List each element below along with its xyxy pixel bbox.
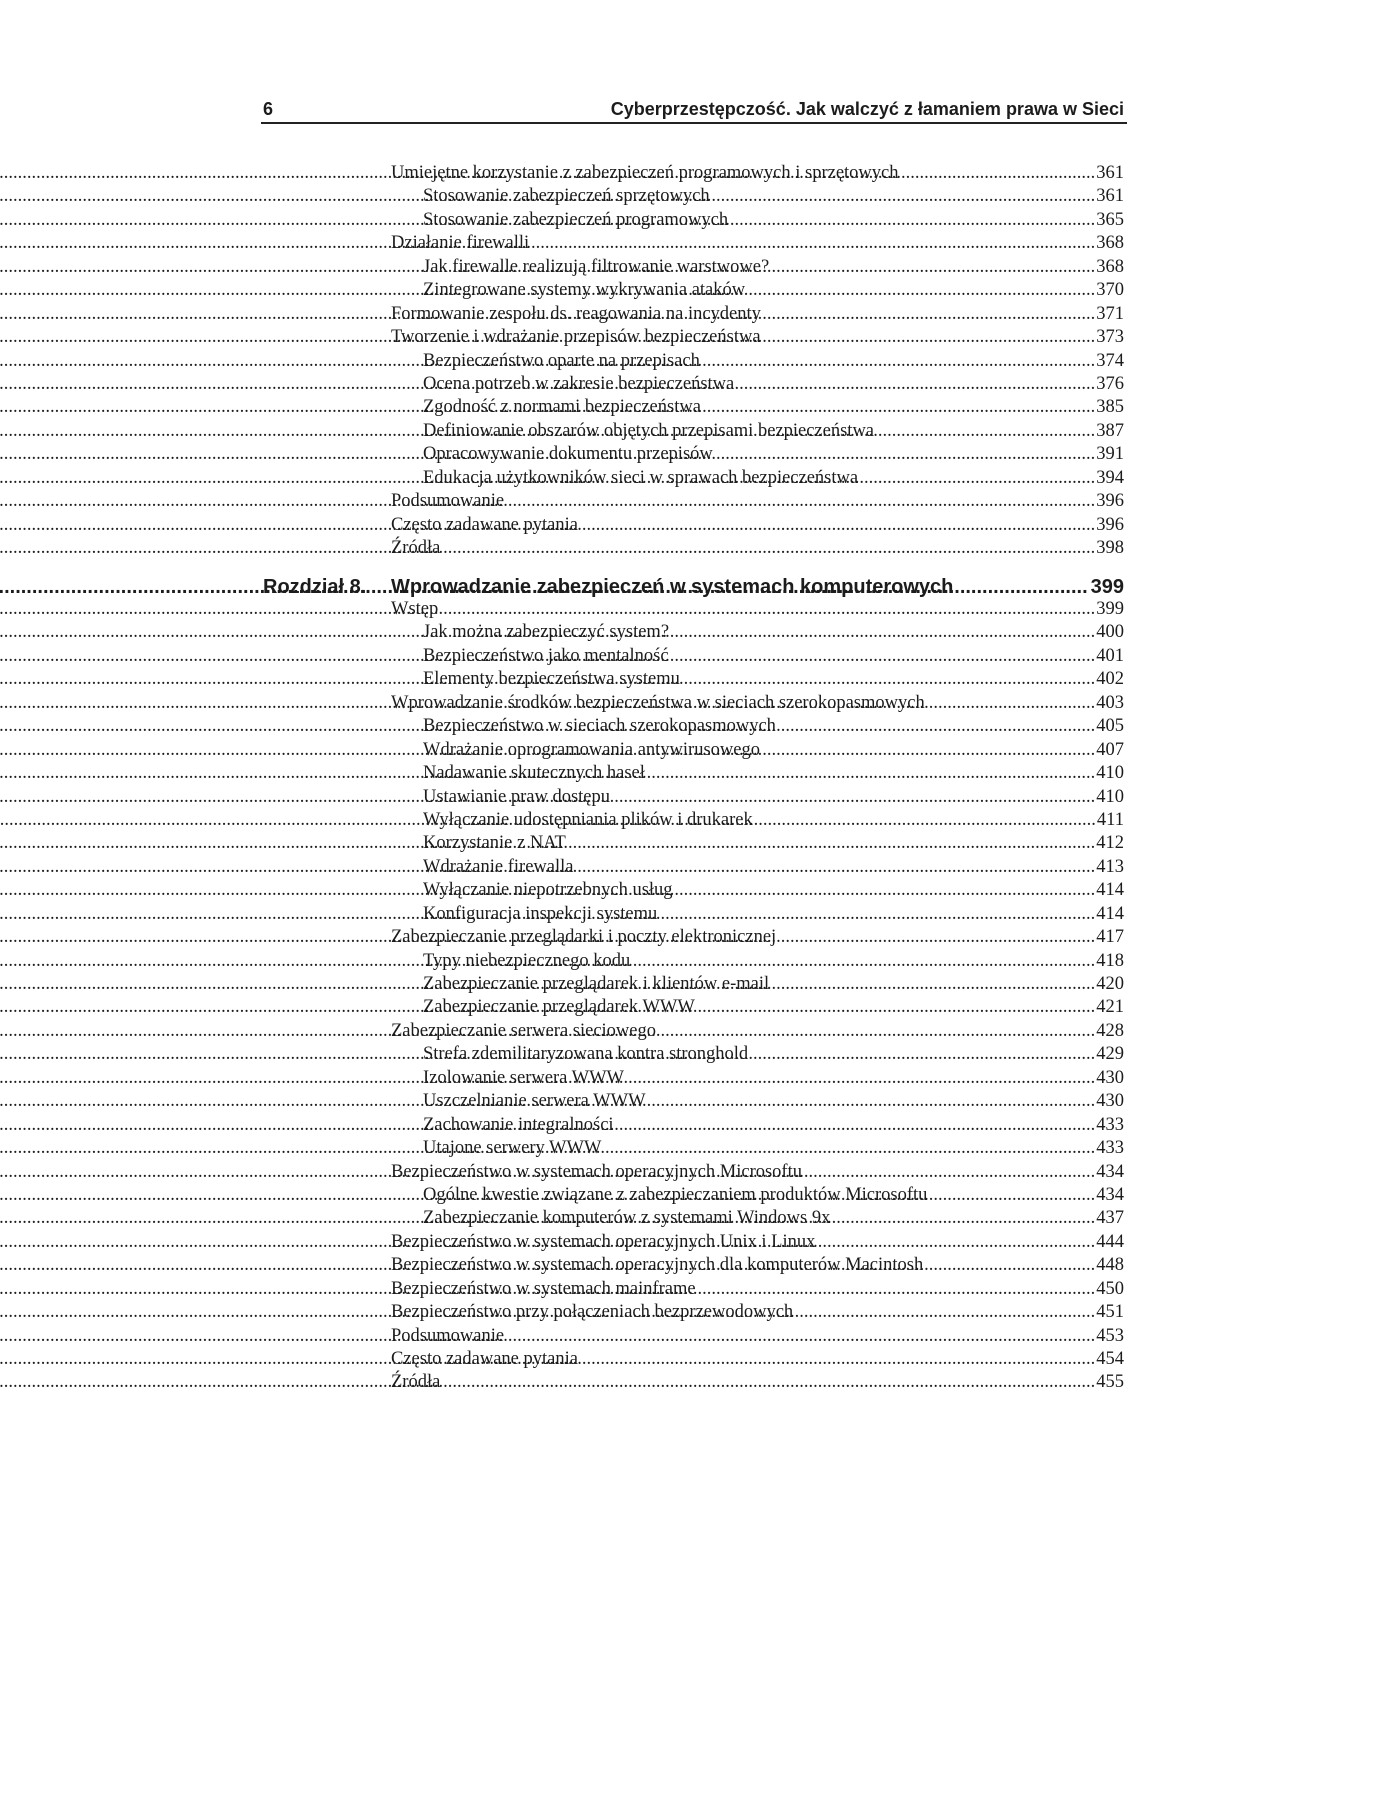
entry-page-number: 396 bbox=[1096, 491, 1124, 512]
dot-leader bbox=[530, 232, 1095, 255]
entry-title: Typy niebezpiecznego kodu bbox=[423, 950, 631, 971]
dot-leader bbox=[711, 185, 1096, 208]
toc-subsection-entry bbox=[391, 256, 1124, 279]
toc-section-entry bbox=[391, 926, 1124, 949]
entry-page-number: 453 bbox=[1096, 1325, 1124, 1346]
entry-page-number: 437 bbox=[1096, 1208, 1124, 1229]
entry-title: Źródła bbox=[391, 538, 441, 558]
dot-leader bbox=[631, 950, 1095, 973]
dot-leader bbox=[900, 162, 1096, 185]
entry-title: Bezpieczeństwo w systemach operacyjnych Unix i Linux bbox=[391, 1231, 816, 1252]
entry-page-number: 394 bbox=[1096, 467, 1124, 488]
toc-subsection-entry bbox=[391, 950, 1124, 973]
toc-subsection-entry bbox=[391, 1184, 1124, 1207]
entry-page-number: 402 bbox=[1096, 669, 1124, 690]
toc-subsection-entry bbox=[391, 786, 1124, 809]
toc-subsection-entry bbox=[391, 185, 1124, 208]
toc-subsection-entry bbox=[391, 1207, 1124, 1230]
toc-subsection-entry bbox=[391, 443, 1124, 466]
entry-title: Bezpieczeństwo przy połączeniach bezprzewodowych bbox=[391, 1302, 794, 1323]
entry-page-number: 368 bbox=[1096, 256, 1124, 277]
entry-page-number: 418 bbox=[1096, 950, 1124, 971]
entry-title: Ocena potrzeb w zakresie bezpieczeństwa bbox=[423, 373, 735, 394]
entry-page-number: 417 bbox=[1096, 927, 1124, 948]
entry-page-number: 454 bbox=[1096, 1349, 1124, 1369]
toc-subsection-entry bbox=[391, 832, 1124, 855]
entry-title: Izolowanie serwera WWW bbox=[423, 1067, 624, 1088]
entry-title: Źródła bbox=[391, 1372, 441, 1393]
toc-subsection-entry bbox=[391, 879, 1124, 902]
entry-title: Strefa zdemilitaryzowana kontra stronghold bbox=[423, 1044, 749, 1065]
entry-page-number: 429 bbox=[1096, 1044, 1124, 1065]
chapter-heading bbox=[263, 574, 1124, 600]
toc-section-entry bbox=[391, 1020, 1124, 1043]
dot-leader bbox=[957, 574, 1087, 600]
toc-section-entry bbox=[391, 1301, 1124, 1324]
toc-section-entry bbox=[391, 162, 1124, 185]
dot-leader bbox=[754, 809, 1096, 832]
entry-page-number: 391 bbox=[1096, 444, 1124, 465]
entry-title: Stosowanie zabezpieczeń sprzętowych bbox=[423, 186, 710, 207]
dot-leader bbox=[696, 996, 1095, 1019]
entry-title: Wdrażanie oprogramowania antywirusowego bbox=[423, 739, 760, 760]
entry-title: Bezpieczeństwo w systemach mainframe bbox=[391, 1278, 696, 1299]
toc-subsection-entry bbox=[391, 715, 1124, 738]
entry-title: Wyłączanie niepotrzebnych usług bbox=[423, 880, 673, 901]
entry-title: Bezpieczeństwo w sieciach szerokopasmowych bbox=[423, 716, 776, 737]
toc-previous-chapter-entries bbox=[391, 162, 1124, 560]
entry-page-number: 387 bbox=[1096, 420, 1124, 441]
toc-subsection-entry bbox=[391, 762, 1124, 785]
entry-page-number: 434 bbox=[1096, 1184, 1124, 1205]
entry-page-number: 421 bbox=[1096, 997, 1124, 1018]
dot-leader bbox=[505, 490, 1095, 513]
entry-page-number: 374 bbox=[1096, 350, 1124, 371]
toc-subsection-entry bbox=[391, 856, 1124, 879]
entry-title: Podsumowanie bbox=[391, 491, 505, 512]
entry-page-number: 361 bbox=[1096, 163, 1124, 183]
dot-leader bbox=[647, 1090, 1096, 1113]
dot-leader bbox=[770, 973, 1095, 996]
dot-leader bbox=[697, 1278, 1096, 1301]
toc-section-entry bbox=[391, 232, 1124, 255]
entry-title: Działanie firewalli bbox=[391, 233, 530, 254]
entry-title: Wprowadzanie środków bezpieczeństwa w sieciach szerokopasmowych bbox=[391, 692, 925, 713]
dot-leader bbox=[928, 1184, 1095, 1207]
entry-page-number: 396 bbox=[1096, 514, 1124, 535]
entry-page-number: 430 bbox=[1096, 1091, 1124, 1112]
entry-page-number: 420 bbox=[1096, 974, 1124, 994]
dot-leader bbox=[441, 537, 1095, 560]
toc-subsection-entry bbox=[391, 621, 1124, 644]
entry-page-number: 403 bbox=[1096, 692, 1124, 713]
chapter-title: Wprowadzanie zabezpieczeń w systemach komputerowych bbox=[391, 576, 954, 598]
toc-section-entry bbox=[391, 1161, 1124, 1184]
chapter-page-number: 399 bbox=[1090, 576, 1124, 598]
entry-title: Bezpieczeństwo w systemach operacyjnych Microsoftu bbox=[391, 1161, 802, 1182]
toc-subsection-entry bbox=[391, 903, 1124, 926]
entry-title: Konfiguracja inspekcji systemu bbox=[423, 903, 658, 924]
entry-title: Zabezpieczanie przeglądarek i klientów e-mail bbox=[423, 974, 770, 994]
entry-title: Zabezpieczanie komputerów z systemami Windows 9x bbox=[423, 1208, 831, 1229]
dot-leader bbox=[646, 762, 1095, 785]
entry-title: Uszczelnianie serwera WWW bbox=[423, 1091, 646, 1112]
toc-subsection-entry bbox=[391, 396, 1124, 419]
entry-title: Tworzenie i wdrażanie przepisów bezpieczeństwa bbox=[391, 327, 761, 348]
toc-section-entry bbox=[391, 490, 1124, 513]
entry-page-number: 411 bbox=[1096, 809, 1124, 830]
dot-leader bbox=[777, 926, 1095, 949]
dot-leader bbox=[658, 903, 1095, 926]
toc-subsection-entry bbox=[391, 973, 1124, 996]
dot-leader bbox=[670, 621, 1095, 644]
entry-page-number: 399 bbox=[1096, 599, 1124, 619]
dot-leader bbox=[770, 256, 1095, 279]
dot-leader bbox=[746, 279, 1095, 302]
entry-page-number: 373 bbox=[1096, 327, 1124, 348]
entry-page-number: 428 bbox=[1096, 1020, 1124, 1041]
dot-leader bbox=[681, 668, 1095, 691]
entry-page-number: 405 bbox=[1096, 716, 1124, 737]
entry-page-number: 361 bbox=[1096, 186, 1124, 207]
entry-title: Zintegrowane systemy wykrywania ataków bbox=[423, 280, 746, 301]
dot-leader bbox=[670, 645, 1096, 668]
dot-leader bbox=[831, 1207, 1095, 1230]
entry-page-number: 414 bbox=[1096, 903, 1124, 924]
dot-leader bbox=[924, 1254, 1095, 1277]
entry-title: Często zadawane pytania bbox=[391, 514, 578, 535]
dot-leader bbox=[505, 1325, 1095, 1348]
entry-title: Stosowanie zabezpieczeń programowych bbox=[423, 209, 729, 230]
dot-leader bbox=[794, 1301, 1095, 1324]
entry-title: Korzystanie z NAT bbox=[423, 833, 566, 854]
toc-section-entry bbox=[391, 1348, 1124, 1371]
entry-title: Jak firewalle realizują filtrowanie warstwowe? bbox=[423, 256, 770, 277]
entry-page-number: 413 bbox=[1096, 856, 1124, 877]
page-number: 6 bbox=[263, 99, 274, 119]
entry-page-number: 414 bbox=[1096, 880, 1124, 901]
entry-page-number: 433 bbox=[1096, 1114, 1124, 1135]
entry-page-number: 451 bbox=[1096, 1302, 1124, 1323]
dot-leader bbox=[625, 1067, 1095, 1090]
toc-subsection-entry bbox=[391, 1090, 1124, 1113]
entry-page-number: 385 bbox=[1096, 397, 1124, 418]
entry-page-number: 444 bbox=[1096, 1231, 1124, 1252]
entry-page-number: 412 bbox=[1096, 833, 1124, 854]
toc-subsection-entry bbox=[391, 209, 1124, 232]
dot-leader bbox=[701, 350, 1095, 373]
entry-title: Jak można zabezpieczyć system? bbox=[423, 622, 670, 643]
entry-title: Często zadawane pytania bbox=[391, 1349, 578, 1369]
dot-leader bbox=[926, 692, 1096, 715]
toc-chapter-entries bbox=[391, 598, 1124, 1395]
header-rule bbox=[261, 122, 1127, 124]
entry-page-number: 455 bbox=[1096, 1372, 1124, 1393]
entry-page-number: 407 bbox=[1096, 739, 1124, 760]
toc-section-entry bbox=[391, 692, 1124, 715]
entry-title: Wdrażanie firewalla bbox=[423, 856, 574, 877]
dot-leader bbox=[749, 1043, 1095, 1066]
toc-subsection-entry bbox=[391, 350, 1124, 373]
toc-section-entry bbox=[391, 303, 1124, 326]
toc-section-entry bbox=[391, 537, 1124, 560]
entry-page-number: 368 bbox=[1096, 233, 1124, 254]
toc-subsection-entry bbox=[391, 1043, 1124, 1066]
toc-subsection-entry bbox=[391, 809, 1124, 832]
toc-subsection-entry bbox=[391, 279, 1124, 302]
running-header bbox=[263, 97, 1124, 121]
dot-leader bbox=[602, 1137, 1095, 1160]
entry-title: Zgodność z normami bezpieczeństwa bbox=[423, 397, 701, 418]
toc-subsection-entry bbox=[391, 1137, 1124, 1160]
toc-subsection-entry bbox=[391, 645, 1124, 668]
toc-subsection-entry bbox=[391, 1114, 1124, 1137]
entry-page-number: 450 bbox=[1096, 1278, 1124, 1299]
dot-leader bbox=[762, 326, 1096, 349]
dot-leader bbox=[729, 209, 1095, 232]
entry-page-number: 398 bbox=[1096, 538, 1124, 558]
entry-page-number: 401 bbox=[1096, 645, 1124, 666]
entry-page-number: 370 bbox=[1096, 280, 1124, 301]
toc-section-entry bbox=[391, 326, 1124, 349]
toc-subsection-entry bbox=[391, 1067, 1124, 1090]
dot-leader bbox=[803, 1161, 1095, 1184]
entry-page-number: 410 bbox=[1096, 786, 1124, 807]
entry-page-number: 430 bbox=[1096, 1067, 1124, 1088]
entry-title: Zachowanie integralności bbox=[423, 1114, 614, 1135]
dot-leader bbox=[615, 1114, 1096, 1137]
entry-title: Edukacja użytkowników sieci w sprawach bezpieczeństwa bbox=[423, 467, 859, 488]
dot-leader bbox=[439, 598, 1095, 621]
entry-title: Elementy bezpieczeństwa systemu bbox=[423, 669, 680, 690]
toc-section-entry bbox=[391, 1371, 1124, 1394]
entry-title: Bezpieczeństwo w systemach operacyjnych dla komputerów Macintosh bbox=[391, 1255, 924, 1276]
entry-title: Formowanie zespołu ds. reagowania na incydenty bbox=[391, 303, 761, 324]
toc-subsection-entry bbox=[391, 467, 1124, 490]
dot-leader bbox=[714, 443, 1096, 466]
entry-title: Zabezpieczanie przeglądarki i poczty elektronicznej bbox=[391, 927, 777, 948]
entry-page-number: 376 bbox=[1096, 373, 1124, 394]
chapter-label: Rozdział 8. bbox=[263, 576, 367, 598]
entry-title: Ustawianie praw dostępu bbox=[423, 786, 611, 807]
dot-leader bbox=[657, 1020, 1095, 1043]
entry-title: Wyłączanie udostępniania plików i drukarek bbox=[423, 809, 753, 830]
entry-page-number: 410 bbox=[1096, 763, 1124, 784]
book-title: Cyberprzestępczość. Jak walczyć z łamaniem prawa w Sieci bbox=[610, 99, 1124, 119]
entry-title: Wstęp bbox=[391, 599, 439, 619]
dot-leader bbox=[579, 514, 1095, 537]
dot-leader bbox=[574, 856, 1095, 879]
dot-leader bbox=[567, 832, 1095, 855]
dot-leader bbox=[702, 396, 1095, 419]
toc-subsection-entry bbox=[391, 420, 1124, 443]
toc-section-entry bbox=[391, 598, 1124, 621]
entry-title: Bezpieczeństwo jako mentalność bbox=[423, 645, 669, 666]
entry-page-number: 448 bbox=[1096, 1255, 1124, 1276]
toc-subsection-entry bbox=[391, 373, 1124, 396]
toc-section-entry bbox=[391, 1278, 1124, 1301]
dot-leader bbox=[762, 303, 1095, 326]
entry-title: Opracowywanie dokumentu przepisów bbox=[423, 444, 713, 465]
entry-title: Ogólne kwestie związane z zabezpieczaniem produktów Microsoftu bbox=[423, 1184, 928, 1205]
entry-title: Umiejętne korzystanie z zabezpieczeń programowych i sprzętowych bbox=[391, 163, 899, 183]
entry-title: Nadawanie skutecznych haseł bbox=[423, 763, 645, 784]
entry-page-number: 433 bbox=[1096, 1138, 1124, 1159]
toc-section-entry bbox=[391, 514, 1124, 537]
entry-title: Zabezpieczanie przeglądarek WWW bbox=[423, 997, 695, 1018]
entry-title: Podsumowanie bbox=[391, 1325, 505, 1346]
dot-leader bbox=[761, 739, 1095, 762]
dot-leader bbox=[735, 373, 1095, 396]
dot-leader bbox=[875, 420, 1095, 443]
dot-leader bbox=[611, 786, 1095, 809]
entry-page-number: 400 bbox=[1096, 622, 1124, 643]
dot-leader bbox=[816, 1231, 1095, 1254]
toc-subsection-entry bbox=[391, 739, 1124, 762]
entry-title: Zabezpieczanie serwera sieciowego bbox=[391, 1020, 657, 1041]
toc-section-entry bbox=[391, 1231, 1124, 1254]
toc-subsection-entry bbox=[391, 668, 1124, 691]
toc-section-entry bbox=[391, 1325, 1124, 1348]
entry-page-number: 434 bbox=[1096, 1161, 1124, 1182]
toc-subsection-entry bbox=[391, 996, 1124, 1019]
entry-page-number: 371 bbox=[1096, 303, 1124, 324]
entry-title: Bezpieczeństwo oparte na przepisach bbox=[423, 350, 700, 371]
dot-leader bbox=[441, 1371, 1095, 1394]
dot-leader bbox=[859, 467, 1095, 490]
dot-leader bbox=[579, 1348, 1095, 1371]
entry-title: Utajone serwery WWW bbox=[423, 1138, 602, 1159]
dot-leader bbox=[674, 879, 1096, 902]
dot-leader bbox=[777, 715, 1095, 738]
entry-title: Definiowanie obszarów objętych przepisami bezpieczeństwa bbox=[423, 420, 875, 441]
toc-section-entry bbox=[391, 1254, 1124, 1277]
entry-page-number: 365 bbox=[1096, 209, 1124, 230]
